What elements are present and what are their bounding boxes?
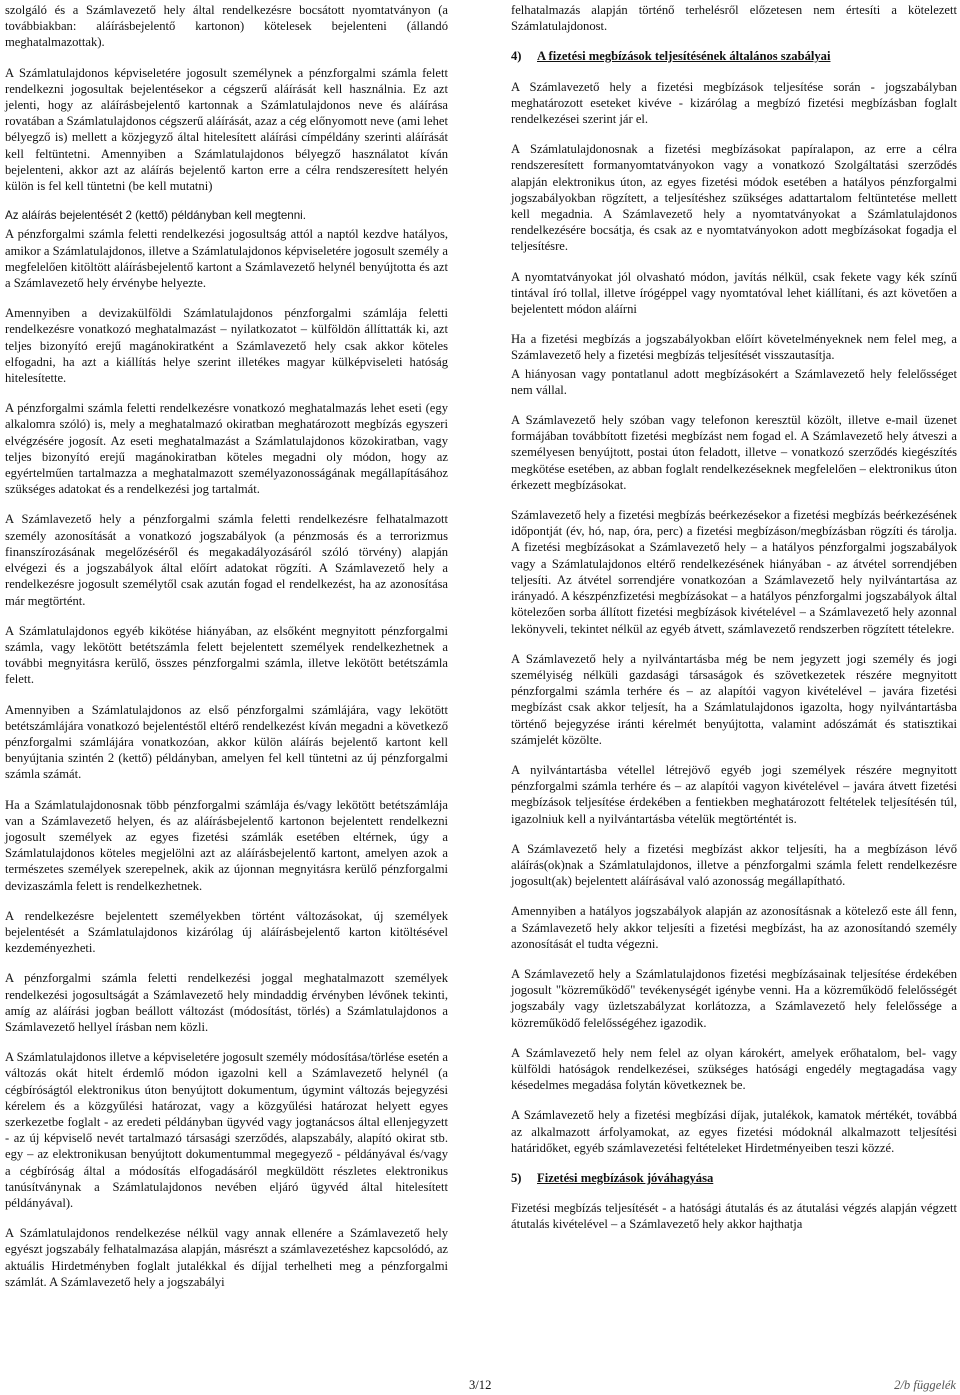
paragraph: Ha a Számlatulajdonosnak több pénzforgalmi számlája és/vagy lekötött betétszámlája van a Számlavezető helyen, és az aláírásbejelentő kartonon bejelentett rendelkezni jogosult személyek az egyes fizetési számlák esetében eltérnek, úgy a Számlatulajdonos köteles megjelölni azt az aláírásbejelentő kartont, amelyen azok a természetes személyek szerepelnek, akik az újonnan megnyitásra kerülő pénzforgalmi devizaszámla felett is rendelkezhetnek.	[5, 797, 448, 893]
paragraph: A Számlavezető hely szóban vagy telefonon keresztül közölt, illetve e-mail üzenet formájában továbbított fizetési megbízást nem fogad el. A Számlavezető hely átveszi a személyesen benyújtott, postai úton feladott, illetve – vonatkozó szerződés kiegészítés megkötése esetében, az abban foglalt rendelkezéseknek megfelelően – elektronikus úton érkezett megbízásokat.	[511, 413, 957, 492]
paragraph: felhatalmazás alapján történő terhelésről előzetesen nem értesíti a kötelezett Számlatulajdonost.	[511, 3, 957, 34]
paragraph: szolgáló és a Számlavezető hely által rendelkezésre bocsátott nyomtatványon (a továbbiakban: aláírásbejelentő kartonon) kötelesek bejelenteni (állandó meghatalmazottak).	[5, 3, 448, 50]
paragraph: A Számlatulajdonos képviseletére jogosult személynek a pénzforgalmi számla felett rendelkezni jogosultak bejelentésekor a cégszerű aláírását kell használnia. Ez azt jelenti, hogy az aláírásbejelentő kartonnak a Számlatulajdonos neve és aláírása rovatában a Számlatulajdonos cégszerű aláírását, azaz a cég előnyomott neve (ami lehet bélyegző is) mellett a közjegyző által hitelesített aláírási címpéldány szerinti aláírását kell feltüntetni. Amennyiben a Számlatulajdonos bélyegző használatot kíván bejelenteni, akkor azt az aláírás bejelentő karton erre a célra rendszeresített helyén külön is fel kell tüntetni (be kell mutatni)	[5, 65, 448, 194]
left-column	[5, 2, 448, 1304]
paragraph: A Számlatulajdonos rendelkezése nélkül vagy annak ellenére a Számlavezető hely egyészt jogszabály felhatalmazása alapján, másrészt a számlavezetéshez kapcsolódó, az aktuális Hirdetményben foglalt jutalékkal és díjjal terhelheti meg a pénzforgalmi számlát. A Számlavezető hely a jogszabályi	[5, 1226, 448, 1289]
paragraph: A Számlavezető hely a nyilvántartásba még be nem jegyzett jogi személy és jogi személyiség nélküli gazdasági társaságok és szövetkezetek részére megnyitott pénzforgalmi számla terhére és – az alapítói vagyon kivételével – javára fizetési megbízást csak akkor teljesít, ha a Számlatulajdonos igazolta, hogy nyilvántartásba történő bejegyzése iránti kérelmét benyújtotta, valamint adószámát és statisztikai számjelét közölte.	[511, 651, 957, 747]
paragraph: Ha a fizetési megbízás a jogszabályokban előírt követelményeknek nem felel meg, a Számlavezető hely a fizetési megbízás teljesítését visszautasítja.	[511, 332, 957, 363]
section-title: Fizetési megbízások jóváhagyása	[537, 1170, 714, 1185]
paragraph: Fizetési megbízás teljesítését - a hatósági átutalás és az átutalási végzés alapján végzett átutalás kivételével – a Számlavezető hely akkor hajthatja	[511, 1201, 957, 1232]
section-title: A fizetési megbízások teljesítésének általános szabályai	[537, 49, 831, 64]
paragraph: A pénzforgalmi számla feletti rendelkezési joggal meghatalmazott személyek rendelkezési jogosultságát a Számlavezető hely mindaddig érvényben lévőnek tekinti, amíg az aláírási jogban beállott változást (módosítást, törlés) a Számlatulajdonos a Számlavezető hellyel írásban nem közli.	[5, 971, 448, 1034]
paragraph: A Számlatulajdonos egyéb kikötése hiányában, az elsőként megnyitott pénzforgalmi számla, vagy lekötött betétszámla felett bejelentett személyek rendelkezhetnek a további megnyitásra kerülő, összes pénzforgalmi számla, illetve lekötött betétszámla felett.	[5, 623, 448, 687]
section-heading-4	[511, 48, 957, 64]
paragraph: A pénzforgalmi számla feletti rendelkezési jogosultság attól a naptól kezdve hatályos, amikor a Számlatulajdonos, illetve a Számlatulajdonos képviseletére jogosult személy a megfelelően kitöltött aláírásbejelentő kartont a Számlavezető helynél benyújtotta és azt a Számlavezető hely érvénybe helyezte.	[5, 227, 448, 291]
paragraph: A nyilvántartásba vétellel létrejövő egyéb jogi személyek részére megnyitott pénzforgalmi számla terhére és – az alapítói vagyon kivételével – javára átvett fizetési megbízások teljesítése érdekében a fentiekben meghatározott feltételek teljesítésén túl, igazolniuk kell a nyilvántartásba vételük megtörténtét is.	[511, 762, 957, 826]
section-number: 5)	[511, 1170, 522, 1185]
paragraph: Számlavezető hely a fizetési megbízás beérkezésekor a fizetési megbízás beérkezésének időpontját (év, hó, nap, óra, perc) a fizetési megbízáson/megbízásban rögzíti és tárolja. A fizetési megbízásokat a Számlavezető hely – a hatályos pénzforgalmi jogszabályok vagy a Számlatulajdonos eltérő rendelkezésének hiányában - az átvétel sorrendjében teljesíti. Az átvétel sorrendjére vonatkozóan a Számlavezető hely nyilvántartása az irányadó. A készpénzfizetési megbízásokat – a hatályos pénzforgalmi jogszabályok által kötelezően sorba állított fizetési megbízások kivételével – a Számlavezető hely azonnal lekönyveli, tekintet nélkül az egyéb átvett, számlavezető rendszerben rögzített tételekre.	[511, 508, 957, 636]
paragraph: A pénzforgalmi számla feletti rendelkezésre vonatkozó meghatalmazás lehet eseti (egy alkalomra szóló) is, mely a meghatalmazó okiratban meghatározott megbízás egyszeri elvégzésére jogosít. Az eseti meghatalmazást a Számlatulajdonos közokiratban, vagy teljes bizonyító erejű magánokiratban köteles megadni oly módon, hogy az egyértelműen tartalmazza a meghatalmazott személyazonosságának megállapításához szükséges adatokat és a rendelkezési jog tartalmát.	[5, 401, 448, 497]
paragraph: A Számlavezető hely nem felel az olyan károkért, amelyek erőhatalom, bel- vagy külföldi hatóságok rendelkezései, szükséges hatósági engedély megtagadása vagy késedelmes megadása folytán következnek be.	[511, 1045, 957, 1093]
section-number: 4)	[511, 49, 522, 64]
paragraph: A Számlavezető hely a fizetési megbízások teljesítése során - jogszabályban meghatározott eseteket kivéve - kizárólag a megbízó fizetési megbízásban foglalt rendelkezései szerint jár el.	[511, 79, 957, 127]
paragraph: A Számlatulajdonos illetve a képviseletére jogosult személy módosítása/törlése esetén a változás okát hitelt érdemlő módon igazolni kell a Számlavezető helynél (a cégbíróságtól elektronikus úton benyújtott dokumentum, úgymint változás bejegyzési kérelem és a közgyűlési határozat, vagy a közgyűlési határozat helyett egyes szerkezetbe foglalt - az eredeti példányban ügyvéd vagy jogtanácsos által ellenjegyzett - az új képviselő nevét tartalmazó társasági szerződés, alapszabály, alapító okirat stb. egy – az elektronikusan benyújtott dokumentummal megegyező - példányával és/vagy a cégbíróság által a módosítás elfogadásáról megküldött részletes elektronikus tanúsítványnak a Számlatulajdonos nevében eljáró ügyvéd által hitelesített példányával).	[5, 1050, 448, 1210]
paragraph: A rendelkezésre bejelentett személyekben történt változásokat, új személyek bejelentését a Számlatulajdonos kizárólag új aláírásbejelentő karton kitöltésével kezdeményezheti.	[5, 908, 448, 956]
appendix-tag: 2/b függelék	[894, 1378, 956, 1392]
paragraph: A Számlavezető hely a fizetési megbízási díjak, jutalékok, kamatok mértékét, továbbá az alkalmazott árfolyamokat, az egyes fizetési módoknál alkalmazott teljesítési határidőket, egyéb számlavezetési feltételeket Hirdetményeiben teszi közzé.	[511, 1108, 957, 1155]
page-number: 3/12	[469, 1378, 492, 1392]
paragraph: A nyomtatványokat jól olvasható módon, javítás nélkül, csak fekete vagy kék színű tintával író tollal, illetve írógéppel vagy nyomtatóval lehet kiállítani, és azt követően a bejelentett módon aláírni	[511, 269, 957, 317]
paragraph: A Számlatulajdonosnak a fizetési megbízásokat papíralapon, az erre a célra rendszeresített formanyomtatványokon vagy a vonatkozó Szolgáltatási szerződés alapján elektronikus úton, az egyes fizetési módok esetében a hatályos pénzforgalmi jogszabályokban rögzített, a teljesítéshez szükséges adattartalom feltüntetése mellett kell megadnia. A Számlavezető hely a nyomtatványokat a Számlatulajdonos rendelkezésére bocsátja, és csak az e nyomtatványokon adott megbízásokat fogadja el teljesítésre.	[511, 142, 957, 254]
paragraph: A Számlavezető hely a Számlatulajdonos fizetési megbízásainak teljesítése érdekében jogosult "közreműködő" tevékenységét igénybe venni. Ha a közreműködő felelősségét jogszabály vagy üzletszabályzat korlátozza, a Számlavezető hely felelőssége a közreműködő felelősségéhez igazodik.	[511, 966, 957, 1030]
right-column	[511, 2, 957, 1247]
section-heading-5	[511, 1170, 957, 1186]
paragraph: Az aláírás bejelentését 2 (kettő) példányban kell megtenni.	[5, 209, 306, 223]
paragraph: A Számlavezető hely a fizetési megbízást akkor teljesíti, ha a megbízáson lévő aláírás(ok)nak a Számlatulajdonos, illetve a pénzforgalmi számla felett rendelkezésre jogosult(ak) bejelentett aláírásával való azonosság megállapítható.	[511, 841, 957, 889]
paragraph: Amennyiben a Számlatulajdonos az első pénzforgalmi számlájára, vagy lekötött betétszámlájára vonatkozó bejelentéstől eltérő rendelkezést kíván megadni a következő pénzforgalmi számlájára vonatkozóan, akkor külön aláírás bejelentő kartont kell benyújtania szintén 2 (kettő) példányban, amelyen fel kell tüntetni az új pénzforgalmi számla számát.	[5, 702, 448, 782]
paragraph: A Számlavezető hely a pénzforgalmi számla feletti rendelkezésre felhatalmazott személy azonosítását a vonatkozó jogszabályok (a pénzmosás és a terrorizmus finanszírozásának megelőzéséről és megakadályozásáról szóló törvény) alapján elvégezi és a jogszabályok által előírt adatokat rögzíti. A Számlavezető hely a rendelkezésre jogosult személytől csak azután fogad el rendelkezést, ha az azonosítása már megtörtént.	[5, 512, 448, 608]
paragraph: Amennyiben a devizakülföldi Számlatulajdonos pénzforgalmi számlája feletti rendelkezésre vonatkozó meghatalmazást – nyilatkozatot – külföldön állíttatták ki, azt teljes bizonyító erejű magánokiratként a Számlavezető hely csak akkor köteles elfogadni, ha azt a kiállítás helye szerint illetékes magyar külképviseleti hatóság hitelesítette.	[5, 306, 448, 386]
paragraph: Amennyiben a hatályos jogszabályok alapján az azonosításnak a kötelező este áll fenn, a Számlavezető hely akkor teljesíti a fizetési megbízást, ha az azonosítandó személy azonosítását el tudta végezni.	[511, 904, 957, 951]
paragraph: A hiányosan vagy pontatlanul adott megbízásokért a Számlavezető hely felelősséget nem vállal.	[511, 366, 957, 397]
